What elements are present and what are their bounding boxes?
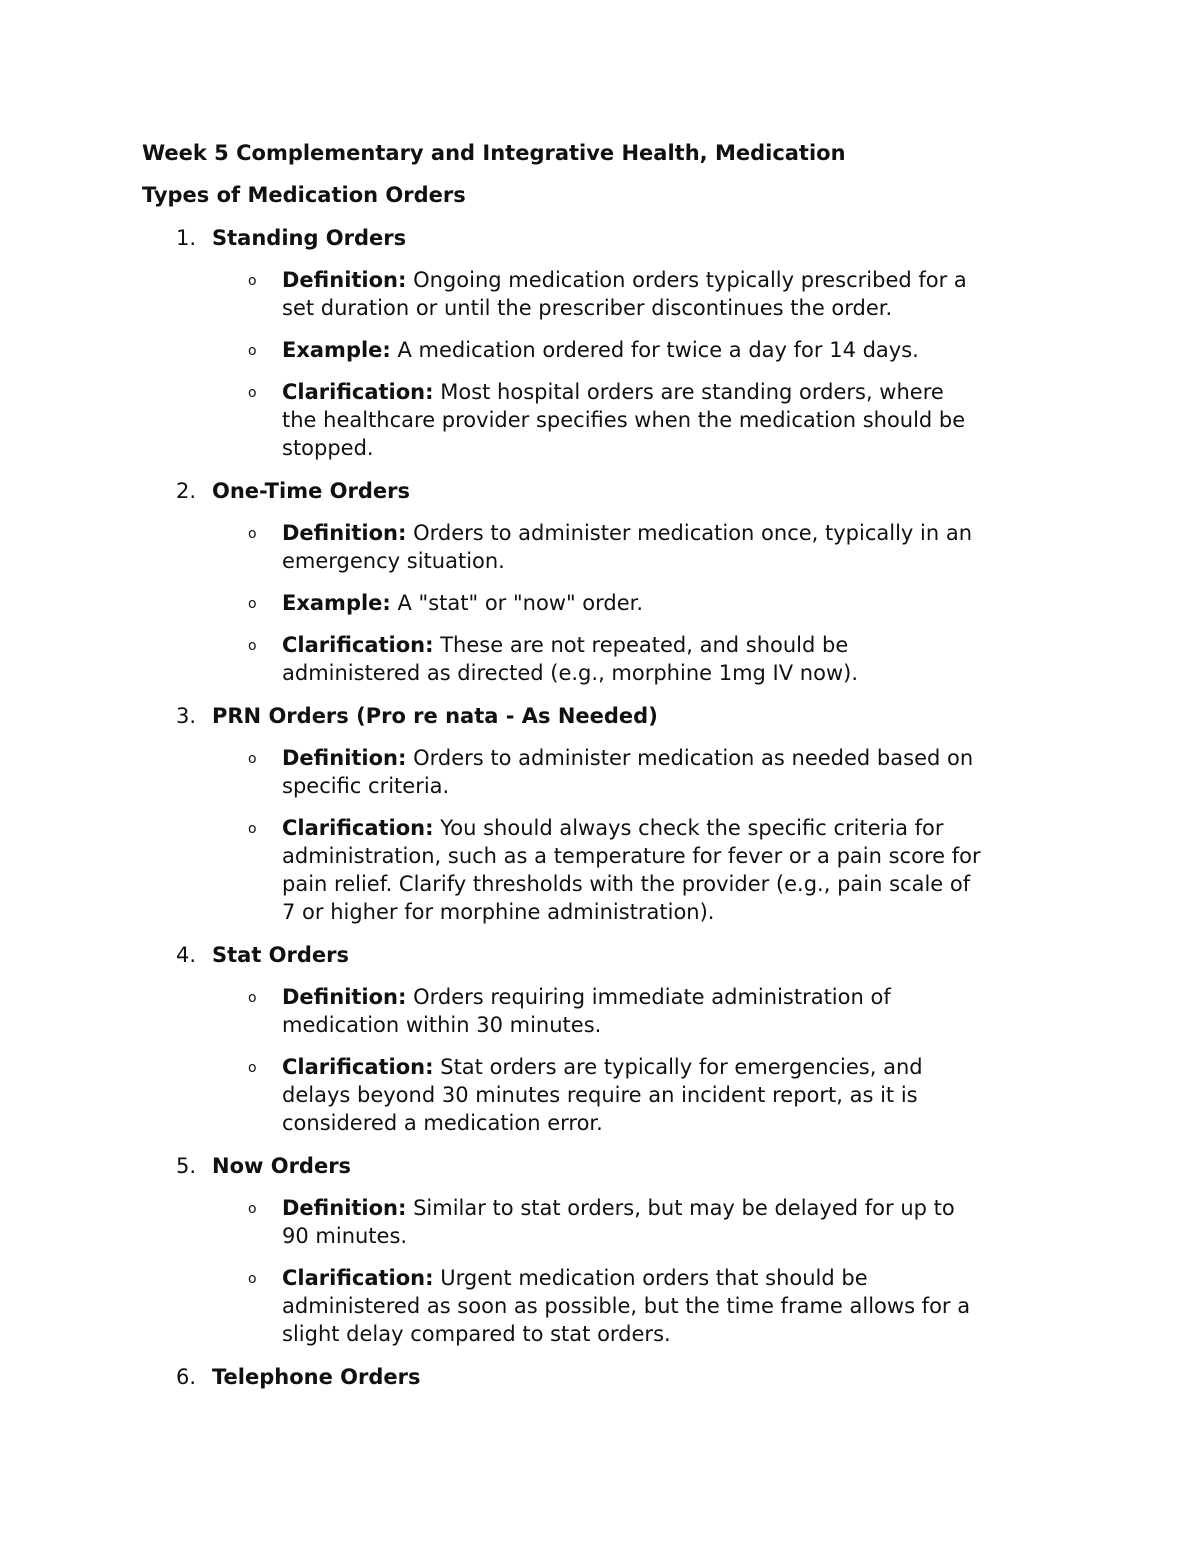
bullet-marker: o [248, 385, 257, 401]
order-item [142, 476, 1072, 687]
bullet-label: Definition: [282, 521, 407, 545]
bullet-item [212, 1264, 982, 1348]
document-page [142, 138, 1072, 1405]
order-heading [176, 223, 1072, 253]
bullet-text: A medication ordered for twice a day for 14 days. [397, 338, 919, 362]
order-title: Standing Orders [212, 226, 407, 250]
bullet-marker: o [248, 638, 257, 654]
bullet-item [212, 519, 982, 575]
order-title: Telephone Orders [212, 1365, 421, 1389]
bullet-item [212, 1194, 982, 1250]
orders-list [142, 223, 1072, 1392]
order-title: Now Orders [212, 1154, 352, 1178]
bullet-marker: o [248, 343, 257, 359]
order-number: 6. [176, 1365, 197, 1389]
bullet-item [212, 266, 982, 322]
bullet-marker: o [248, 1060, 257, 1076]
order-item [142, 223, 1072, 462]
order-number: 2. [176, 479, 197, 503]
bullet-label: Example: [282, 591, 391, 615]
order-heading [176, 940, 1072, 970]
bullet-item [212, 814, 982, 926]
order-heading [176, 1151, 1072, 1181]
bullet-item [212, 589, 982, 617]
bullet-item [212, 744, 982, 800]
bullet-marker: o [248, 821, 257, 837]
bullet-marker: o [248, 273, 257, 289]
bullet-marker: o [248, 1271, 257, 1287]
order-number: 3. [176, 704, 197, 728]
bullet-marker: o [248, 526, 257, 542]
bullet-text: Orders to administer medication once, typically in an emergency situation. [282, 521, 973, 573]
bullet-text: Ongoing medication orders typically prescribed for a set duration or until the prescriber discontinues the order. [282, 268, 967, 320]
order-item [142, 1362, 1072, 1392]
bullet-text: A "stat" or "now" order. [397, 591, 644, 615]
order-title: PRN Orders (Pro re nata - As Needed) [212, 704, 658, 728]
bullet-item [212, 983, 982, 1039]
document-title: Week 5 Complementary and Integrative Health, Medication [142, 141, 846, 165]
bullet-text: Stat orders are typically for emergencies, and delays beyond 30 minutes require an incident report, as it is considered a medication error. [282, 1055, 923, 1135]
bullet-text: Orders to administer medication as needed based on specific criteria. [282, 746, 974, 798]
order-heading [176, 476, 1072, 506]
order-number: 5. [176, 1154, 197, 1178]
order-title: Stat Orders [212, 943, 350, 967]
order-heading [176, 701, 1072, 731]
bullet-marker: o [248, 990, 257, 1006]
bullet-label: Definition: [282, 1196, 407, 1220]
bullet-label: Clarification: [282, 633, 434, 657]
bullet-text: These are not repeated, and should be administered as directed (e.g., morphine 1mg IV now). [282, 633, 858, 685]
order-heading [176, 1362, 1072, 1392]
bullet-text: Urgent medication orders that should be administered as soon as possible, but the time frame allows for a slight delay compared to stat orders. [282, 1266, 971, 1346]
bullet-label: Clarification: [282, 1266, 434, 1290]
bullet-text: You should always check the specific criteria for administration, such as a temperature for fever or a pain score for pain relief. Clarify thresholds with the provider (e.g., pain scale of 7 or higher for morphine administration). [282, 816, 981, 924]
bullet-item [212, 631, 982, 687]
order-item [142, 940, 1072, 1137]
bullet-text: Orders requiring immediate administration of medication within 30 minutes. [282, 985, 891, 1037]
bullet-label: Definition: [282, 268, 407, 292]
bullet-text: Similar to stat orders, but may be delayed for up to 90 minutes. [282, 1196, 955, 1248]
bullet-label: Clarification: [282, 816, 434, 840]
order-item [142, 1151, 1072, 1348]
bullet-marker: o [248, 596, 257, 612]
bullet-item [212, 1053, 982, 1137]
section-title: Types of Medication Orders [142, 183, 466, 207]
bullet-label: Definition: [282, 985, 407, 1009]
bullet-marker: o [248, 751, 257, 767]
order-title: One-Time Orders [212, 479, 410, 503]
order-number: 1. [176, 226, 197, 250]
order-item [142, 701, 1072, 926]
bullet-label: Definition: [282, 746, 407, 770]
bullet-text: Most hospital orders are standing orders, where the healthcare provider specifies when the medication should be stopped. [282, 380, 966, 460]
bullet-item [212, 336, 982, 364]
bullet-item [212, 378, 982, 462]
order-number: 4. [176, 943, 197, 967]
bullet-marker: o [248, 1201, 257, 1217]
bullet-label: Example: [282, 338, 391, 362]
bullet-label: Clarification: [282, 380, 434, 404]
bullet-label: Clarification: [282, 1055, 434, 1079]
